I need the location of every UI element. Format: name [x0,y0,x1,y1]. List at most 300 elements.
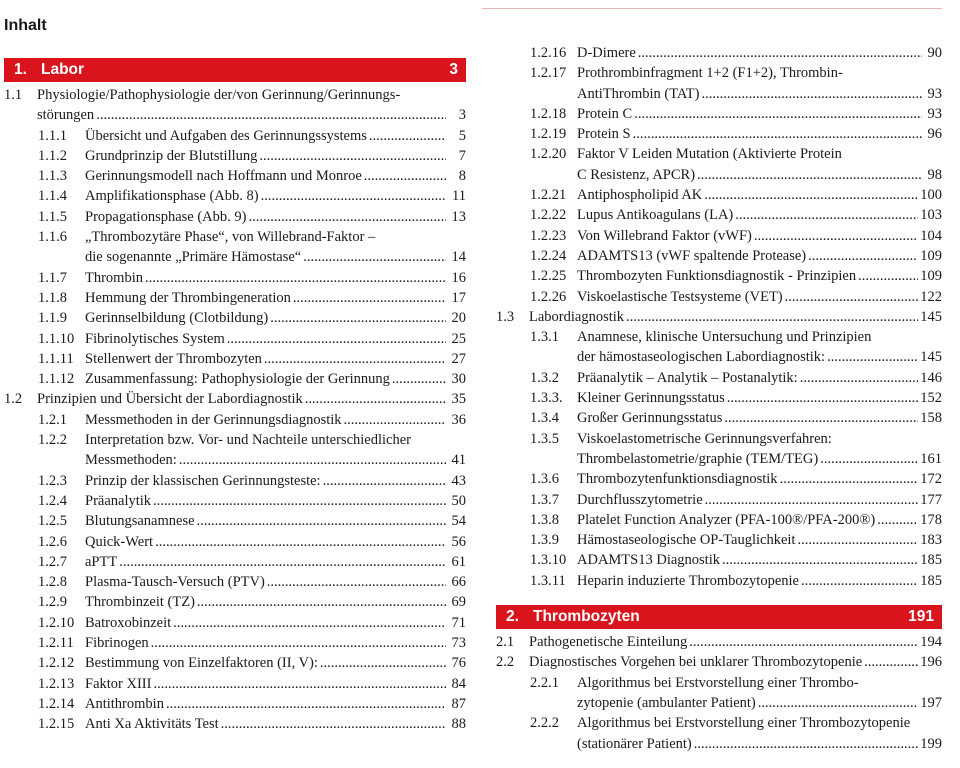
toc-entry-line: Algorithmus bei Erstvorstellung einer Thrombo- [577,674,859,691]
toc-entry-number: 1.1.3 [38,168,67,185]
toc-entry-text [85,491,466,511]
toc-entry[interactable] [496,104,942,124]
toc-entry-number: 1.2.8 [38,574,67,591]
toc-entry-text [577,43,942,63]
toc-entry-line: Prothrombinfragment 1+2 (F1+2), Thrombin- [577,65,843,82]
toc-entry-last-line [85,511,466,531]
toc-entry-page: 93 [927,105,942,122]
toc-entry-page: 158 [920,410,942,427]
toc-entry-last-line [85,247,466,267]
toc-entry-last-line [85,491,466,511]
toc-entry[interactable] [4,308,466,328]
toc-entry-text [529,632,942,652]
toc-entry-line: Faktor XIII [85,675,152,692]
toc-entry[interactable] [4,349,466,369]
toc-entry-line: Von Willebrand Faktor (vWF) [577,227,752,244]
toc-entry-last-line [577,43,942,63]
toc-entry-line: „Thrombozytäre Phase“, von Willebrand-Faktor – [85,229,376,246]
toc-entry[interactable] [496,307,942,327]
toc-entry-last-line [529,307,942,327]
toc-entry-page: 76 [451,655,466,672]
toc-entry-number: 1.3.1 [530,329,559,346]
toc-entry-line: Bestimmung von Einzelfaktoren (II, V): [85,655,318,672]
toc-entry[interactable] [496,205,942,225]
toc-entry-text [577,144,942,185]
toc-entry-line: Anti Xa Aktivitäts Test [85,716,219,733]
dot-leader [153,674,446,694]
toc-entry-number: 1.2.20 [530,146,567,163]
toc-entry-number: 1.2.6 [38,533,67,550]
toc-entry-line: zytopenie (ambulanter Patient) [577,694,756,711]
toc-entry-text [85,633,466,653]
toc-entry-text [85,714,466,734]
toc-entry-number: 1.2.22 [530,207,567,224]
toc-entry[interactable] [496,388,942,408]
dot-leader [638,43,922,63]
toc-entry[interactable] [496,43,942,63]
toc-entry-page: 73 [451,635,466,652]
toc-entry[interactable] [4,552,466,572]
toc-entry[interactable] [4,653,466,673]
toc-entry-last-line [577,205,942,225]
toc-entry-last-line [577,84,942,104]
toc-entry-page: 14 [451,249,466,266]
toc-entry-text [577,388,942,408]
toc-entry-page: 152 [920,390,942,407]
toc-entry-line: Hämostaseologische OP-Tauglichkeit [577,532,796,549]
dot-leader [305,389,446,409]
toc-entry[interactable] [4,491,466,511]
toc-entry[interactable] [496,510,942,530]
toc-entry-number: 1.2.17 [530,65,567,82]
toc-entry[interactable] [496,144,942,185]
toc-entry-text [577,104,942,124]
toc-entry-text [577,266,942,286]
dot-leader [267,572,446,592]
toc-entry[interactable] [4,166,466,186]
toc-entry-last-line [85,369,466,389]
toc-entry-line: Präanalytik [85,492,152,509]
chapter-title: Thrombozyten [533,608,640,626]
dot-leader [877,510,918,530]
toc-entry[interactable] [4,511,466,531]
toc-entry-number: 1.1.5 [38,208,67,225]
toc-entry-page: 96 [927,126,942,143]
dot-leader [270,308,446,328]
toc-entry-text [85,471,466,491]
toc-entry-text [85,613,466,633]
toc-entry-page: 109 [920,247,942,264]
dot-leader [248,207,446,227]
toc-entry-text [85,186,466,206]
toc-entry-text [85,410,466,430]
toc-entry[interactable] [4,714,466,734]
dot-leader [259,146,446,166]
toc-entry-text [577,571,942,591]
toc-entry-page: 161 [920,450,942,467]
toc-entry-number: 1.2.5 [38,513,67,530]
top-rule [482,8,942,9]
toc-entry-number: 1.2.1 [38,411,67,428]
toc-entry[interactable] [496,63,942,104]
toc-entry-text [85,166,466,186]
toc-entry-last-line [85,471,466,491]
toc-entry-number: 1.1.10 [38,330,75,347]
toc-entry-line: D-Dimere [577,45,636,61]
toc-entry[interactable] [4,592,466,612]
toc-entry-last-line [577,571,942,591]
toc-entry-number: 1.2.24 [530,247,567,264]
dot-leader [727,388,918,408]
toc-entry-line: der hämostaseologischen Labordiagnostik: [577,349,826,366]
toc-entry-last-line [37,105,466,125]
toc-entry-line: Thrombozyten Funktionsdiagnostik - Prinzipien [577,268,857,285]
toc-entry-last-line [577,449,942,469]
toc-entry[interactable] [4,329,466,349]
toc-entry[interactable] [4,389,466,409]
dot-leader [689,632,918,652]
toc-entry[interactable] [496,571,942,591]
toc-entry-line: Gerinnungsmodell nach Hoffmann und Monroe [85,168,362,185]
toc-entry-number: 1.2.10 [38,614,75,631]
toc-entry-line: Propagationsphase (Abb. 9) [85,208,247,225]
toc-entry-number: 1.3.5 [530,430,559,447]
toc-entry[interactable] [4,186,466,206]
toc-entry-page: 199 [920,735,942,752]
toc-entry[interactable] [496,632,942,652]
toc-entry-line: die sogenannte „Primäre Hämostase“ [85,249,302,266]
dot-leader [155,532,446,552]
toc-entry-text [85,288,466,308]
toc-entry-page: 178 [920,511,942,528]
toc-entry-page: 145 [920,349,942,366]
toc-entry[interactable] [4,633,466,653]
toc-entry-number: 1.3.10 [530,552,567,569]
chapter-heading[interactable] [4,58,466,82]
toc-entry-text [577,185,942,205]
toc-entry-line: Übersicht und Aufgaben des Gerinnungssystems [85,127,367,144]
dot-leader [151,633,446,653]
toc-entry-line: Antiphospholipid AK [577,187,703,204]
dot-leader [264,349,446,369]
toc-entry-number: 1.1.2 [38,147,67,164]
toc-entry[interactable] [4,126,466,146]
toc-entry-number: 1.1.11 [38,350,74,367]
dot-leader [827,347,918,367]
toc-entry-page: 7 [458,147,466,164]
toc-entry[interactable] [496,185,942,205]
toc-entry[interactable] [4,410,466,430]
toc-entry-number: 1.3.6 [530,471,559,488]
toc-entry[interactable] [496,713,942,754]
dot-leader [261,186,446,206]
toc-entry-text [85,552,466,572]
toc-entry-page: 71 [451,614,466,631]
toc-entry[interactable] [496,327,942,368]
toc-entry-page: 50 [451,492,466,509]
toc-entry-text [577,673,942,714]
toc-entry[interactable] [4,674,466,694]
toc-entry-text [577,63,942,104]
toc-entry-number: 1.1.6 [38,229,67,246]
toc-entry-number: 2.2 [496,654,515,671]
toc-entry-line: Messmethoden: [85,452,177,469]
toc-entry[interactable] [4,471,466,491]
dot-leader [785,287,919,307]
toc-entry-number: 1.2.2 [38,432,67,449]
toc-entry-number: 1.3.9 [530,532,559,549]
toc-entry[interactable] [496,408,942,428]
toc-entry-last-line [85,410,466,430]
toc-entry-last-line [529,652,942,672]
toc-entry-number: 1.1.8 [38,289,67,306]
toc-entry[interactable] [496,287,942,307]
toc-entry-last-line [577,490,942,510]
toc-entry-last-line [577,734,942,754]
toc-entry-number: 1.2.15 [38,716,75,733]
toc-entry-line: ADAMTS13 Diagnostik [577,552,720,569]
toc-entry-page: 20 [451,310,466,327]
toc-entry-text [577,408,942,428]
toc-entry[interactable] [496,226,942,246]
toc-entry-text [577,246,942,266]
dot-leader [197,592,446,612]
toc-entry-page: 145 [920,308,942,325]
toc-entry-text [85,329,466,349]
dot-leader [179,450,446,470]
toc-entry-text [37,85,466,126]
dot-leader [323,471,446,491]
toc-entry[interactable] [496,246,942,266]
dot-leader [704,185,918,205]
toc-entry[interactable] [4,268,466,288]
toc-entry-page: 66 [451,574,466,591]
toc-entry[interactable] [4,227,466,268]
toc-entry-line: Pathogenetische Einteilung [529,634,688,651]
toc-entry-page: 183 [920,532,942,549]
toc-entry-last-line [577,104,942,124]
toc-entry-line: Anamnese, klinische Untersuchung und Prinzipien [577,329,872,346]
toc-entry-line: Großer Gerinnungsstatus [577,410,723,427]
chapter-label [14,61,84,79]
toc-entry-last-line [85,674,466,694]
toc-entry-text [577,469,942,489]
toc-entry-page: 196 [920,654,942,671]
toc-entry-line: Fibrinogen [85,635,149,652]
toc-entry-last-line [85,349,466,369]
toc-entry[interactable] [4,288,466,308]
toc-entry-line: Präanalytik – Analytik – Postanalytik: [577,369,798,386]
toc-entry-line: störungen [37,107,95,124]
toc-entry-line: Heparin induzierte Thrombozytopenie [577,572,799,589]
toc-entry-line: Kleiner Gerinnungsstatus [577,390,725,407]
toc-entry-line: Blutungsanamnese [85,513,195,530]
toc-entry[interactable] [4,85,466,126]
toc-entry-last-line [577,185,942,205]
toc-entry-line: ADAMTS13 (vWF spaltende Protease) [577,247,807,264]
toc-entry-number: 1.3.3. [530,390,563,407]
toc-entry-page: 69 [451,594,466,611]
toc-entry-number: 1.2.18 [530,105,567,122]
toc-entry[interactable] [4,532,466,552]
toc-entry-line: aPTT [85,553,118,570]
toc-entry-last-line [85,288,466,308]
toc-entry-number: 2.2.2 [530,715,559,732]
toc-entry-page: 56 [451,533,466,550]
toc-entry[interactable] [496,673,942,714]
toc-entry[interactable] [496,490,942,510]
toc-entry-last-line [577,510,942,530]
dot-leader [634,104,922,124]
toc-entry-last-line [577,550,942,570]
toc-entry-last-line [577,469,942,489]
toc-entry-line: Viskoelastische Testsysteme (VET) [577,288,783,305]
toc-entry-number: 2.1 [496,634,515,651]
toc-entry-line: Interpretation bzw. Vor- und Nachteile unterschiedlicher [85,432,411,449]
toc-entry-page: 43 [451,472,466,489]
toc-entry-text [577,713,942,754]
toc-entry-text [85,308,466,328]
dot-leader [801,571,918,591]
toc-entry-number: 1.2.21 [530,187,567,204]
dot-leader [96,105,446,125]
chapter-page: 191 [908,608,934,626]
toc-entry-page: 104 [920,227,942,244]
dot-leader [800,368,919,388]
toc-entry[interactable] [496,530,942,550]
toc-entry-page: 25 [451,330,466,347]
toc-entry-text [577,287,942,307]
toc-entry[interactable] [496,429,942,470]
toc-entry-last-line [577,266,942,286]
toc-entry-last-line [85,694,466,714]
toc-entry[interactable] [4,694,466,714]
toc-entry-last-line [577,693,942,713]
toc-entry-last-line [85,613,466,633]
toc-entry-line: Amplifikationsphase (Abb. 8) [85,188,259,205]
toc-entry-page: 197 [920,694,942,711]
toc-entry-page: 103 [920,207,942,224]
chapter-label [506,608,640,626]
toc-entry-number: 1.2 [4,391,23,408]
toc-entry[interactable] [4,613,466,633]
toc-entry[interactable] [4,430,466,471]
toc-entry-text [85,532,466,552]
toc-entry-last-line [577,347,942,367]
toc-entry-last-line [85,633,466,653]
toc-entry-last-line [85,714,466,734]
toc-entry-page: 98 [927,166,942,183]
toc-entry[interactable] [4,146,466,166]
toc-entry-line: (stationärer Patient) [577,735,692,752]
dot-leader [780,469,919,489]
toc-entry-last-line [85,146,466,166]
toc-entry[interactable] [496,550,942,570]
toc-entry-number: 1.2.4 [38,492,67,509]
toc-entry-last-line [85,552,466,572]
toc-entry-number: 1.1.4 [38,188,67,205]
toc-entry-line: Zusammenfassung: Pathophysiologie der Gerinnung [85,371,390,388]
toc-entry-page: 90 [927,45,942,61]
toc-entry-page: 177 [920,491,942,508]
toc-entry-last-line [577,165,942,185]
dot-leader [166,694,446,714]
toc-entry-last-line [85,329,466,349]
toc-entry-page: 35 [451,391,466,408]
toc-entry-page: 93 [927,85,942,102]
toc-entry-page: 13 [451,208,466,225]
toc-entry-last-line [85,532,466,552]
toc-entry-last-line [85,572,466,592]
toc-entry-page: 84 [451,675,466,692]
toc-entry-line: Protein S [577,126,631,143]
toc-entry-text [85,694,466,714]
toc-entry-number: 1.2.12 [38,655,75,672]
toc-entry[interactable] [496,266,942,286]
toc-entry-line: C Resistenz, APCR) [577,166,696,183]
toc-entry[interactable] [496,368,942,388]
toc-entry-number: 1.1.9 [38,310,67,327]
toc-entry-last-line [577,530,942,550]
dot-leader [697,165,922,185]
toc-entry-page: 5 [458,127,466,144]
toc-entry-line: Thrombelastometrie/graphie (TEM/TEG) [577,450,819,467]
chapter-heading[interactable] [496,605,942,629]
dot-leader [153,491,446,511]
toc-entry-page: 87 [451,695,466,712]
toc-entry-last-line [85,207,466,227]
dot-leader [626,307,918,327]
toc-entry-text [529,307,942,327]
toc-entry[interactable] [496,469,942,489]
toc-entry[interactable] [496,124,942,144]
dot-leader [221,714,446,734]
toc-entry-text [577,205,942,225]
toc-entry-line: Diagnostisches Vorgehen bei unklarer Thrombozytopenie [529,654,863,671]
toc-entry[interactable] [4,572,466,592]
toc-entry-last-line [529,632,942,652]
toc-entry-line: Quick-Wert [85,533,154,550]
dot-leader [173,613,446,633]
toc-entry-line: Hemmung der Thrombingeneration [85,289,291,306]
dot-leader [722,550,918,570]
toc-entry-last-line [577,246,942,266]
toc-entry-last-line [85,186,466,206]
toc-entry-page: 172 [920,471,942,488]
toc-entry-text [85,653,466,673]
dot-leader [364,166,446,186]
toc-entry-last-line [577,368,942,388]
dot-leader [344,410,446,430]
toc-entry-line: Thrombin [85,269,143,286]
dot-leader [797,530,918,550]
toc-entry[interactable] [496,652,942,672]
toc-entry-number: 1.1.7 [38,269,67,286]
toc-entry-line: Thrombinzeit (TZ) [85,594,195,611]
dot-leader [758,693,918,713]
toc-entry[interactable] [4,369,466,389]
toc-entry-text [37,389,466,409]
toc-entry-text [85,430,466,471]
toc-entry-line: Grundprinzip der Blutstillung [85,147,258,164]
dot-leader [808,246,918,266]
chapter-title: Labor [41,61,85,78]
toc-entry-last-line [85,592,466,612]
toc-entry[interactable] [4,207,466,227]
toc-entry-last-line [577,287,942,307]
toc-entry-number: 1.3.11 [530,572,566,589]
toc-entry-line: Thrombozytenfunktionsdiagnostik [577,471,778,488]
